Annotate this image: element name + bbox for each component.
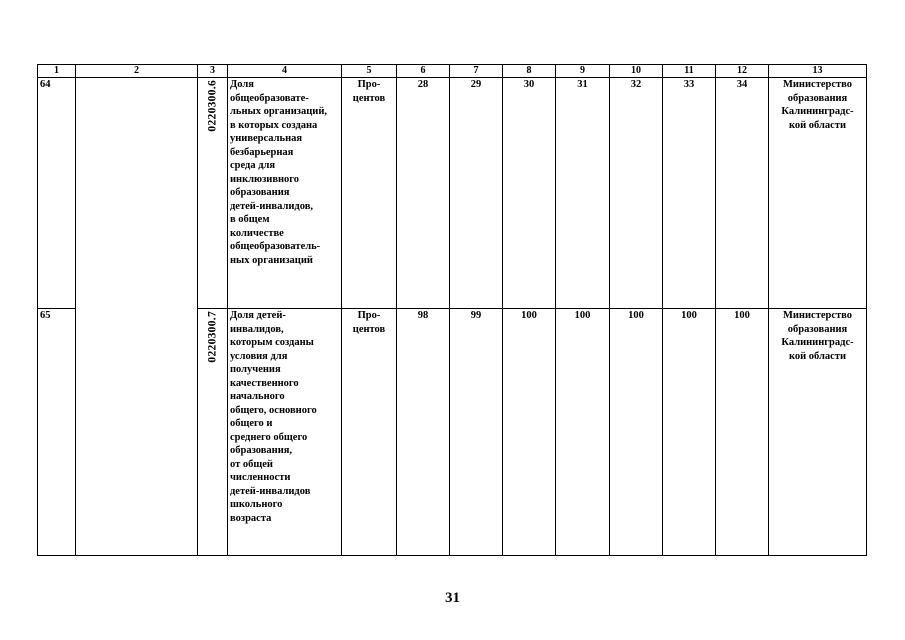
org-line: кой области xyxy=(788,119,847,131)
value-cell: 99 xyxy=(450,309,503,556)
header-cell: 11 xyxy=(663,65,716,78)
indicator-code: 0220300.6 xyxy=(205,80,218,132)
description-line: от общей xyxy=(230,458,273,470)
description-line: ных организаций xyxy=(230,254,313,266)
description-line: количестве xyxy=(230,227,284,239)
header-cell: 4 xyxy=(228,65,342,78)
description-line: инклюзивного xyxy=(230,173,300,185)
org-line: Калининградс- xyxy=(781,337,854,348)
description-line: Доля xyxy=(230,79,254,90)
description-line: общеобразовате- xyxy=(230,92,309,104)
description-line: численности xyxy=(230,472,291,483)
description-line: среда для xyxy=(230,160,276,171)
value-cell: 29 xyxy=(450,78,503,309)
description-line: инвалидов, xyxy=(230,323,284,335)
unit-line: Про- xyxy=(357,310,381,321)
indicator-description-cell xyxy=(228,78,342,309)
value-cell: 100 xyxy=(610,309,663,556)
description-line: Доля детей- xyxy=(230,310,286,321)
header-cell: 9 xyxy=(556,65,610,78)
description-line: в которых создана xyxy=(230,119,318,131)
description-line: которым созданы xyxy=(230,337,314,348)
description-line: образования, xyxy=(230,445,293,456)
value-cell: 100 xyxy=(663,309,716,556)
value-cell: 98 xyxy=(397,309,450,556)
unit-line: центов xyxy=(352,323,386,335)
description-line: школьного xyxy=(230,499,283,510)
org-line: кой области xyxy=(788,350,847,362)
description-line: начального xyxy=(230,391,285,402)
value-cell: 100 xyxy=(503,309,556,556)
row-number-cell: 64 xyxy=(38,78,76,309)
org-line: Министерство xyxy=(782,79,853,90)
description-line: детей-инвалидов xyxy=(230,485,311,497)
row-number-cell: 65 xyxy=(38,309,76,556)
value-cell: 100 xyxy=(716,309,769,556)
table-row xyxy=(38,78,867,309)
indicator-code-cell xyxy=(198,309,228,556)
unit-cell xyxy=(342,78,397,309)
description-line: образования xyxy=(230,187,290,198)
description-line: льных организаций, xyxy=(230,106,328,117)
header-cell: 13 xyxy=(769,65,867,78)
indicator-code: 0220300.7 xyxy=(205,311,218,363)
description-line: общего и xyxy=(230,418,273,429)
indicator-description-cell xyxy=(228,309,342,556)
value-cell: 28 xyxy=(397,78,450,309)
value-cell: 30 xyxy=(503,78,556,309)
unit-cell xyxy=(342,309,397,556)
description-line: условия для xyxy=(230,350,288,362)
header-cell: 12 xyxy=(716,65,769,78)
table-header-row xyxy=(38,65,867,78)
value-cell: 100 xyxy=(556,309,610,556)
indicators-table xyxy=(37,64,867,556)
header-cell: 7 xyxy=(450,65,503,78)
unit-line: центов xyxy=(352,92,386,104)
value-cell: 33 xyxy=(663,78,716,309)
header-cell: 8 xyxy=(503,65,556,78)
responsible-org-cell xyxy=(769,78,867,309)
description-line: в общем xyxy=(230,214,270,225)
description-line: общего, основного xyxy=(230,404,317,416)
description-line: общеобразователь- xyxy=(230,241,321,252)
header-cell: 10 xyxy=(610,65,663,78)
value-cell: 31 xyxy=(556,78,610,309)
header-cell: 3 xyxy=(198,65,228,78)
header-cell: 2 xyxy=(76,65,198,78)
description-line: безбарьерная xyxy=(230,146,294,158)
description-line: качественного xyxy=(230,377,299,389)
responsible-org-cell xyxy=(769,309,867,556)
column-2-merged-cell xyxy=(76,78,198,556)
value-cell: 32 xyxy=(610,78,663,309)
description-line: возраста xyxy=(230,512,272,524)
header-cell: 5 xyxy=(342,65,397,78)
indicator-code-cell xyxy=(198,78,228,309)
org-line: Министерство xyxy=(782,310,853,321)
header-cell: 6 xyxy=(397,65,450,78)
org-line: образования xyxy=(787,323,848,335)
description-line: получения xyxy=(230,364,281,375)
org-line: образования xyxy=(787,92,848,104)
header-cell: 1 xyxy=(38,65,76,78)
description-line: среднего общего xyxy=(230,431,308,443)
org-line: Калининградс- xyxy=(781,106,854,117)
description-line: детей-инвалидов, xyxy=(230,200,313,212)
page-number: 31 xyxy=(445,590,460,606)
description-line: универсальная xyxy=(230,133,303,144)
unit-line: Про- xyxy=(357,79,381,90)
value-cell: 34 xyxy=(716,78,769,309)
